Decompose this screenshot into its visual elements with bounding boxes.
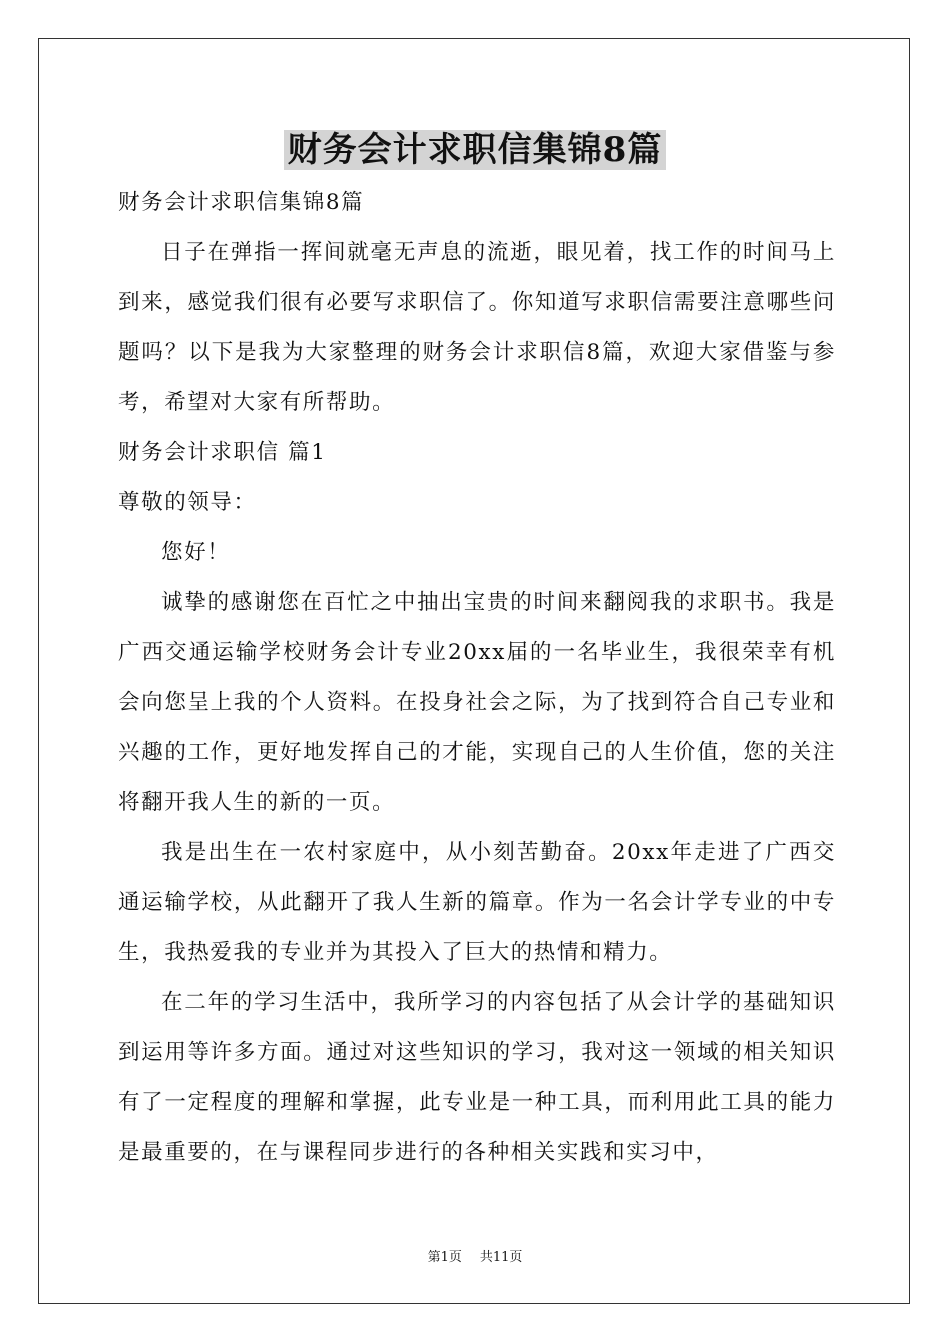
document-body: [118, 178, 836, 1178]
document-title-text: 财务会计求职信集锦8篇: [284, 130, 667, 170]
paragraph-salutation: 尊敬的领导：: [118, 490, 257, 515]
paragraph-body: 在二年的学习生活中，我所学习的内容包括了从会计学的基础知识到运用等许多方面。通过对这些知识的学习，我对这一领域的相关知识有了一定程度的理解和掌握，此专业是一种工具，而利用此工具的能力是最重要的，在与课程同步进行的各种相关实践和实习中，: [118, 990, 836, 1165]
paragraph-body: 诚挚的感谢您在百忙之中抽出宝贵的时间来翻阅我的求职书。我是广西交通运输学校财务会计专业20xx届的一名毕业生，我很荣幸有机会向您呈上我的个人资料。在投身社会之际，为了找到符合自己专业和兴趣的工作，更好地发挥自己的才能，实现自己的人生价值，您的关注将翻开我人生的新的一页。: [118, 590, 836, 815]
page-number: 第1页: [427, 1250, 462, 1265]
paragraph-section-heading: 财务会计求职信 篇1: [118, 440, 327, 465]
document-title: [0, 126, 950, 174]
paragraph-greeting: 您好！: [161, 540, 231, 565]
page-total: 共11页: [479, 1250, 523, 1265]
paragraph-body: 我是出生在一农村家庭中，从小刻苦勤奋。20xx年走进了广西交通运输学校，从此翻开了我人生新的篇章。作为一名会计学专业的中专生，我热爱我的专业并为其投入了巨大的热情和精力。: [118, 840, 836, 965]
page-footer: [0, 1248, 950, 1268]
paragraph-intro: 日子在弹指一挥间就毫无声息的流逝，眼见着，找工作的时间马上到来，感觉我们很有必要写求职信了。你知道写求职信需要注意哪些问题吗？以下是我为大家整理的财务会计求职信8篇，欢迎大家借鉴与参考，希望对大家有所帮助。: [118, 240, 836, 415]
paragraph-subtitle: 财务会计求职信集锦8篇: [118, 190, 365, 215]
